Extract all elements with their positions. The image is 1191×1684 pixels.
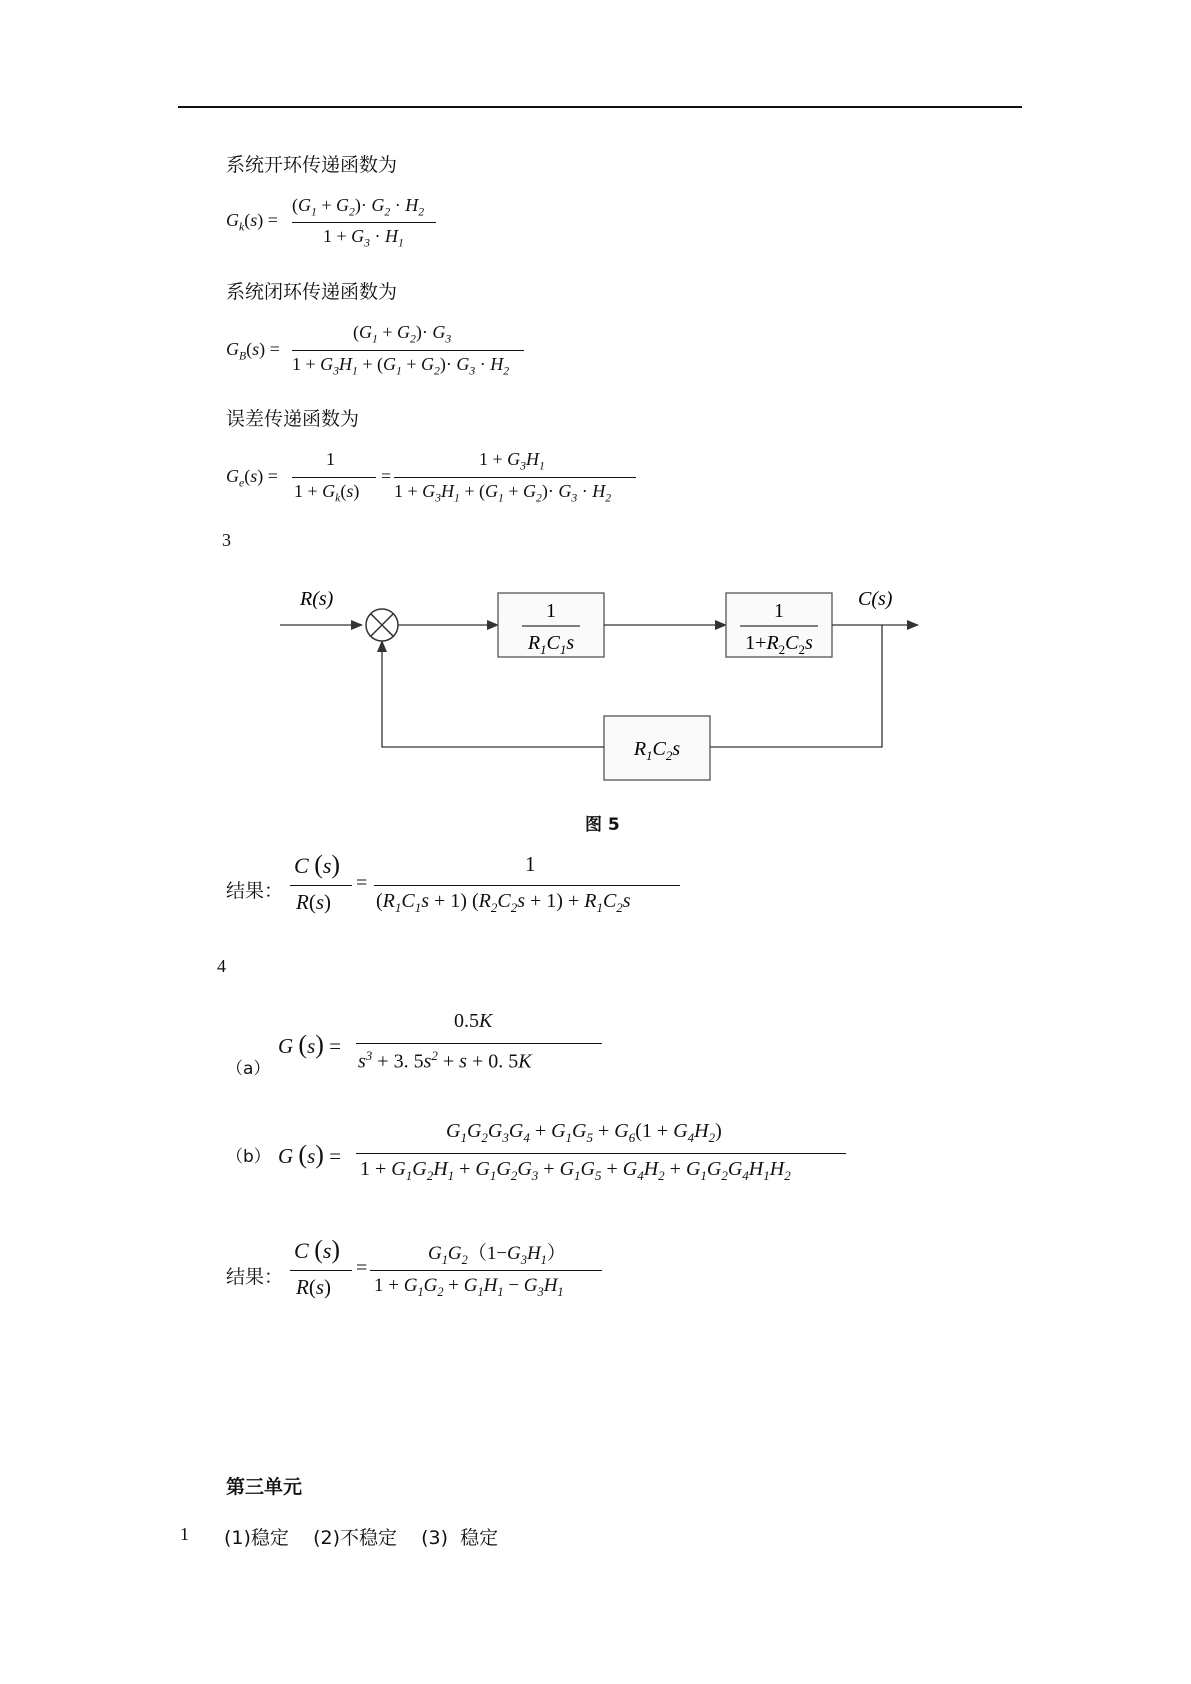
figure-caption: 图 5 (585, 815, 620, 835)
block-1-numerator: 1 (546, 600, 556, 622)
section-3-item-1-number: 1 (180, 1524, 189, 1544)
result-formula-1: C (s) R(s) = 1 $(R_1C_1s + 1) (R_2C_2s + 1) + R_1C_2s$ (290, 850, 710, 930)
error-formula: $G_e(s)$ = 1 $1 + G_k(s)$ = $1 + G_3H_1$ $1 + G_3H_1 + (G_1 + G_2)\cdot G_3 \cdot H_2$ (226, 449, 646, 509)
open-loop-label: 系统开环传递函数为 (226, 154, 398, 176)
input-label: R(s) (300, 588, 334, 610)
section-3-title: 第三单元 (226, 1476, 303, 1498)
closed-loop-formula: $G_B(s)$ = $(G_1 + G_2)\cdot G_3$ $1 + G_3H_1 + (G_1 + G_2)\cdot G_3 \cdot H_2$ (226, 322, 546, 382)
item-4-number: 4 (217, 956, 226, 976)
part-b-formula: G (s) = $G_1G_2G_3G_4 + G_1G_5 + G_6(1 + G_4H_2)$ $1 + G_1G_2H_1 + G_1G_2G_3 + G_1G_5 + G_4H_2 + G_1G_2G_4H_1H_2$ (278, 1120, 858, 1200)
item-3-number: 3 (222, 530, 231, 550)
closed-loop-label: 系统闭环传递函数为 (226, 281, 398, 303)
part-a-formula: G (s) = 0.5K $s^3 + 3$. $5s^2 + s + 0$. 5K (278, 1010, 618, 1090)
header-rule (178, 106, 1022, 108)
part-b-label: （b） (226, 1147, 271, 1167)
block-2-denominator: $1+R_2C_2s$ (745, 632, 813, 657)
section-3-item-1-answer: (1)稳定 (2)不稳定 (3) 稳定 (224, 1527, 499, 1549)
result-label-2: 结果： (226, 1266, 284, 1288)
error-label: 误差传递函数为 (226, 408, 360, 430)
block-diagram (270, 575, 930, 795)
part-a-label: （a） (226, 1059, 271, 1079)
output-label: C(s) (858, 588, 893, 610)
result-formula-2: C (s) R(s) = $G_1G_2(1-G_3H_1)$ $1 + G_1G_2 + G_1H_1 - G_3H_1$ (290, 1235, 630, 1315)
block-1-denominator: $R_1C_1s$ (527, 632, 575, 657)
open-loop-formula: $G_k(s)$ = $(G_1 + G_2)\cdot G_2 \cdot H_2$ $1 + G_3 \cdot H_1$ (226, 195, 456, 255)
result-label-1: 结果： (226, 880, 284, 902)
feedback-block-label: $R_1C_2s$ (633, 738, 681, 763)
block-2-numerator: 1 (774, 600, 784, 622)
